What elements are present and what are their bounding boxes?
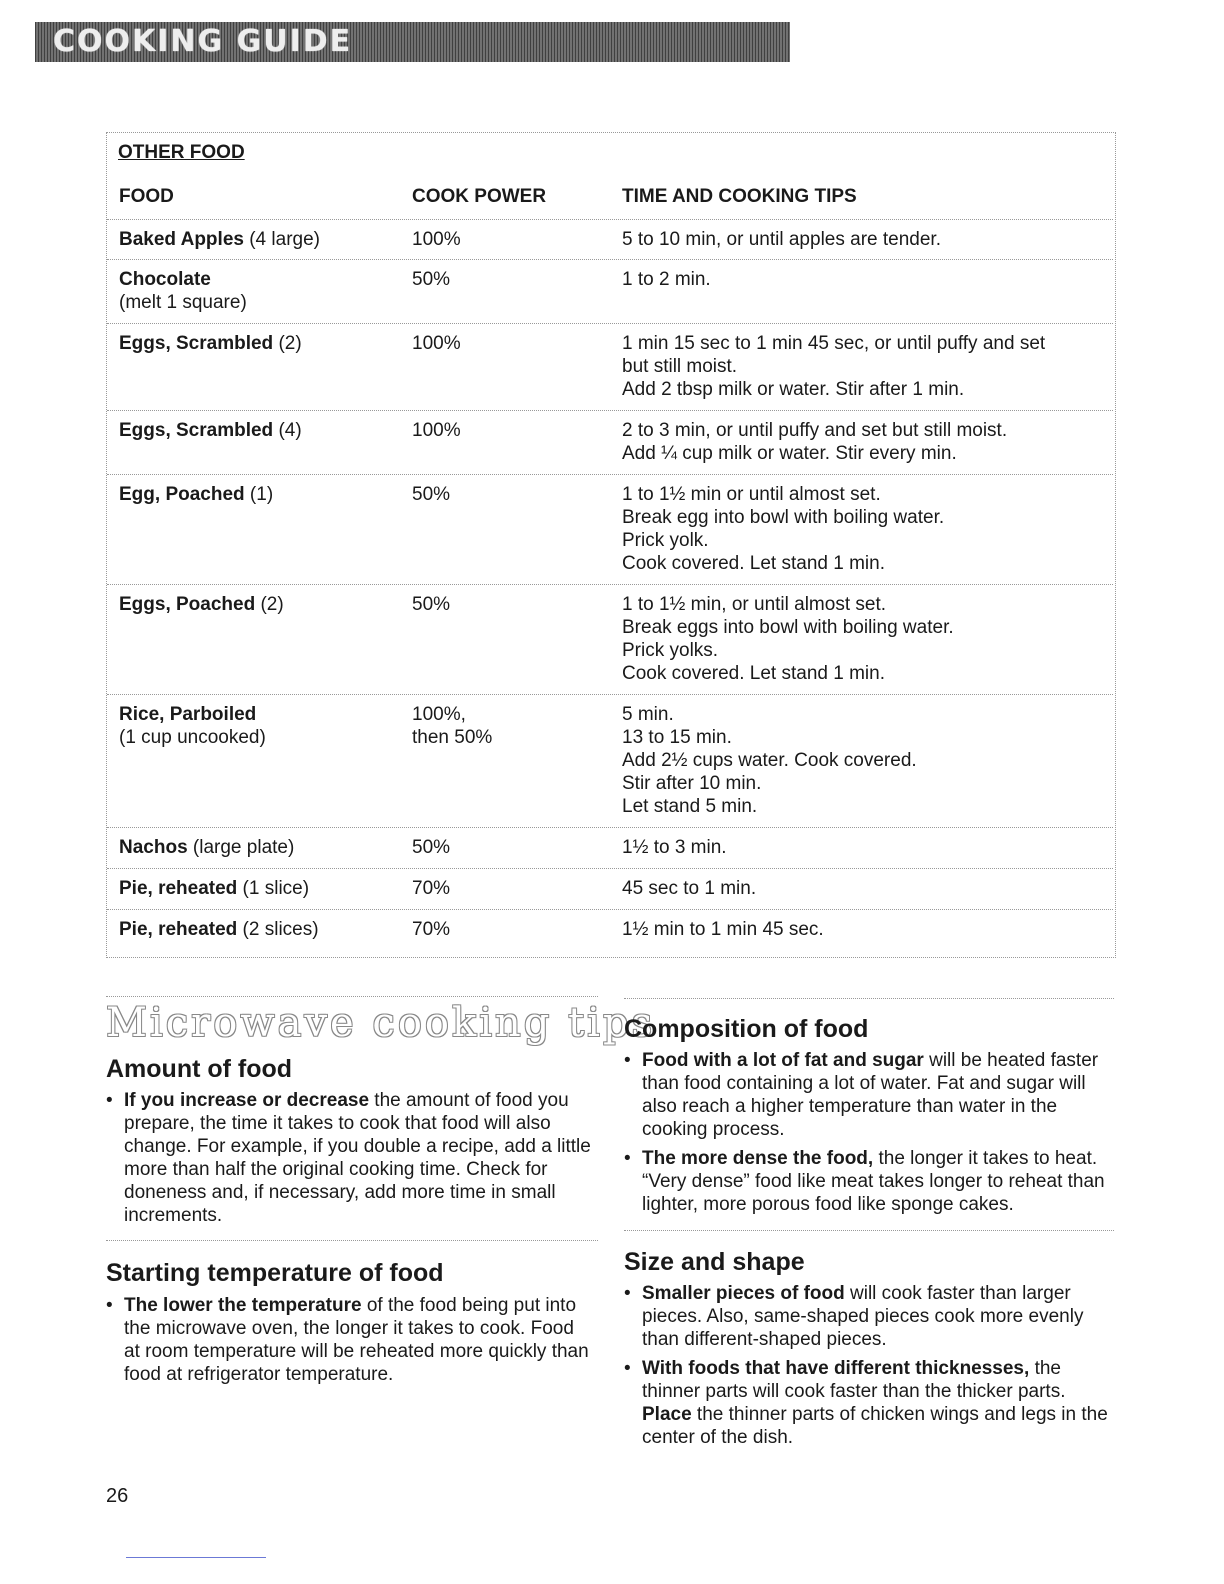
food-qty: (large plate)	[187, 837, 295, 858]
tips-cell	[622, 228, 1102, 251]
cook-power: 50%	[412, 269, 451, 290]
tip-line: Break egg into bowl with boiling water.	[622, 507, 945, 528]
composition-title: Composition of food	[624, 1015, 869, 1043]
tip-line: Add 2½ cups water. Cook covered.	[622, 750, 917, 771]
cook-power-cell	[412, 419, 612, 442]
food-cell	[119, 877, 399, 900]
size-b2-bold2: Place	[642, 1404, 692, 1425]
table-row	[107, 584, 1113, 684]
food-name: Eggs, Poached	[119, 594, 256, 615]
tip-line: Prick yolks.	[622, 640, 719, 661]
food-qty: (4)	[273, 420, 302, 441]
composition-b1-bold: Food with a lot of fat and sugar	[642, 1050, 924, 1071]
tip-line: 13 to 15 min.	[622, 727, 732, 748]
tips-cell	[622, 268, 1102, 291]
composition-bullet-1: • Food with a lot of fat and sugar will be heated faster than food containing a lot of water. Fat and sugar will also reach a higher temperature than water in the cooking process.	[624, 1050, 1099, 1140]
food-qty: (2)	[255, 594, 284, 615]
food-cell	[119, 419, 399, 442]
tip-line: Add 2 tbsp milk or water. Stir after 1 min.	[622, 379, 965, 400]
table-row	[107, 827, 1113, 858]
composition-b1-text: will be heated faster than food containing a lot of water. Fat and sugar will also reach a higher temperature than water in the cooking process.	[642, 1050, 1099, 1140]
food-qty: (4 large)	[243, 229, 320, 250]
cook-power: 50%	[412, 837, 451, 858]
header-food: FOOD	[119, 186, 174, 207]
size-bullet-2: • With foods that have different thicknesses, the thinner parts will cook faster than the thicker parts. Place the thinner parts of chicken wings and legs in the center of the dish.	[624, 1358, 1108, 1448]
size-b2-bold: With foods that have different thicknesses,	[642, 1358, 1030, 1379]
divider	[624, 1230, 1114, 1231]
cook-power: 100%	[412, 420, 461, 441]
size-title: Size and shape	[624, 1248, 805, 1276]
table-row	[107, 323, 1113, 400]
tip-line: 1½ min to 1 min 45 sec.	[622, 919, 824, 940]
cook-power-2: then 50%	[412, 727, 493, 748]
food-name: Pie, reheated	[119, 878, 238, 899]
tip-line: 1 to 1½ min or until almost set.	[622, 484, 881, 505]
food-qty: (2 slices)	[237, 919, 319, 940]
amount-title: Amount of food	[106, 1055, 293, 1083]
cook-power-cell	[412, 836, 612, 859]
starting-title: Starting temperature of food	[106, 1259, 444, 1287]
tip-line: Let stand 5 min.	[622, 796, 758, 817]
tip-line: 1 min 15 sec to 1 min 45 sec, or until puffy and set	[622, 333, 1046, 354]
tips-cell	[622, 332, 1102, 401]
food-name: Egg, Poached	[119, 484, 245, 505]
starting-bold: The lower the temperature	[124, 1295, 362, 1316]
tips-cell	[622, 877, 1102, 900]
table-row	[107, 909, 1113, 940]
food-name: Eggs, Scrambled	[119, 420, 274, 441]
header-tips: TIME AND COOKING TIPS	[622, 186, 857, 207]
tip-line: 45 sec to 1 min.	[622, 878, 757, 899]
table-row	[107, 694, 1113, 817]
tip-line: 1 to 1½ min, or until almost set.	[622, 594, 887, 615]
size-b1-text: will cook faster than larger pieces. Also, same-shaped pieces cook more evenly than different-shaped pieces.	[642, 1283, 1084, 1350]
amount-text: the amount of food you prepare, the time it takes to cook that food will also change. For example, if you double a recipe, add a little more than half the original cooking time. Check for doneness and, if necessary, add more time in small increments.	[124, 1090, 591, 1226]
composition-b2-text: the longer it takes to heat. “Very dense” food like meat takes longer to reheat than lighter, more porous food like sponge cakes.	[642, 1148, 1105, 1215]
starting-bullet: • The lower the temperature of the food being put into the microwave oven, the longer it takes to cook. Food at room temperature will be reheated more quickly than food at refrigerator temperature.	[106, 1295, 589, 1385]
size-b1-bold: Smaller pieces of food	[642, 1283, 845, 1304]
food-qty: (2)	[273, 333, 302, 354]
food-cell	[119, 332, 399, 355]
cook-power-cell	[412, 703, 612, 749]
cook-power: 70%	[412, 919, 451, 940]
cook-power: 70%	[412, 878, 451, 899]
cook-power: 50%	[412, 594, 451, 615]
table-row	[107, 219, 1113, 250]
starting-text: of the food being put into the microwave oven, the longer it takes to cook. Food at room temperature will be reheated more quickly than food at refrigerator temperature.	[124, 1295, 589, 1385]
composition-b2-bold: The more dense the food,	[642, 1148, 874, 1169]
tip-line: 2 to 3 min, or until puffy and set but still moist.	[622, 420, 1008, 441]
tip-line: 5 min.	[622, 704, 674, 725]
divider	[624, 998, 1114, 999]
food-cell	[119, 593, 399, 616]
table-row	[107, 410, 1113, 464]
amount-bold: If you increase or decrease	[124, 1090, 370, 1111]
food-name: Eggs, Scrambled	[119, 333, 274, 354]
composition-bullet-2: • The more dense the food, the longer it takes to heat. “Very dense” food like meat takes longer to reheat than lighter, more porous food like sponge cakes.	[624, 1148, 1105, 1215]
cook-power-cell	[412, 877, 612, 900]
section-banner	[35, 22, 790, 62]
cook-power: 100%	[412, 229, 461, 250]
tip-line: 1 to 2 min.	[622, 269, 711, 290]
tip-line: Cook covered. Let stand 1 min.	[622, 663, 885, 684]
food-qty: (1)	[244, 484, 274, 505]
amount-bullet: • If you increase or decrease the amount of food you prepare, the time it takes to cook that food will also change. For example, if you double a recipe, add a little more than half the original cooking time. Check for doneness and, if necessary, add more time in small increments.	[106, 1090, 591, 1226]
food-cell	[119, 836, 399, 859]
food-name: Rice, Parboiled	[119, 704, 257, 725]
cook-power-cell	[412, 268, 612, 291]
tips-cell	[622, 419, 1102, 465]
cook-power-cell	[412, 593, 612, 616]
food-name: Baked Apples	[119, 229, 244, 250]
food-qty: (1 slice)	[237, 878, 310, 899]
food-extra: (melt 1 square)	[119, 292, 247, 313]
tips-cell	[622, 918, 1102, 941]
tip-line: Add ¼ cup milk or water. Stir every min.	[622, 443, 957, 464]
food-cell	[119, 483, 399, 506]
table-row	[107, 259, 1113, 313]
header-cook-power: COOK POWER	[412, 186, 547, 207]
cook-power: 100%	[412, 333, 461, 354]
divider	[106, 1240, 598, 1241]
size-b2-text: the thinner parts will cook faster than the thicker parts.	[642, 1358, 1066, 1402]
food-extra: (1 cup uncooked)	[119, 727, 266, 748]
cook-power: 50%	[412, 484, 451, 505]
tip-line: Cook covered. Let stand 1 min.	[622, 553, 885, 574]
tips-cell	[622, 703, 1102, 818]
page-number: 26	[106, 1485, 129, 1507]
table-row	[107, 868, 1113, 899]
food-cell	[119, 268, 399, 314]
food-cell	[119, 703, 399, 749]
table-row	[107, 474, 1113, 574]
divider	[106, 996, 598, 997]
food-name: Nachos	[119, 837, 188, 858]
cook-power-cell	[412, 228, 612, 251]
cook-power: 100%,	[412, 704, 466, 725]
food-cell	[119, 918, 399, 941]
tip-line: 1½ to 3 min.	[622, 837, 727, 858]
banner-title: COOKING GUIDE	[53, 24, 353, 59]
cook-power-cell	[412, 483, 612, 506]
tip-line: Break eggs into bowl with boiling water.	[622, 617, 954, 638]
footer-line	[126, 1557, 266, 1558]
food-name: Chocolate	[119, 269, 211, 290]
cook-power-cell	[412, 918, 612, 941]
tip-line: but still moist.	[622, 356, 738, 377]
food-cell	[119, 228, 399, 251]
tips-cell	[622, 593, 1102, 685]
tips-cell	[622, 836, 1102, 859]
tip-line: Stir after 10 min.	[622, 773, 762, 794]
tip-line: 5 to 10 min, or until apples are tender.	[622, 229, 941, 250]
size-b2-text2: the thinner parts of chicken wings and legs in the center of the dish.	[642, 1404, 1108, 1448]
tips-cell	[622, 483, 1102, 575]
tip-line: Prick yolk.	[622, 530, 709, 551]
food-name: Pie, reheated	[119, 919, 238, 940]
size-bullet-1: • Smaller pieces of food will cook faster than larger pieces. Also, same-shaped pieces cook more evenly than different-shaped pieces.	[624, 1283, 1084, 1350]
tips-header: Microwave cooking tips	[106, 1000, 656, 1046]
cook-power-cell	[412, 332, 612, 355]
table-title: OTHER FOOD	[118, 142, 245, 163]
